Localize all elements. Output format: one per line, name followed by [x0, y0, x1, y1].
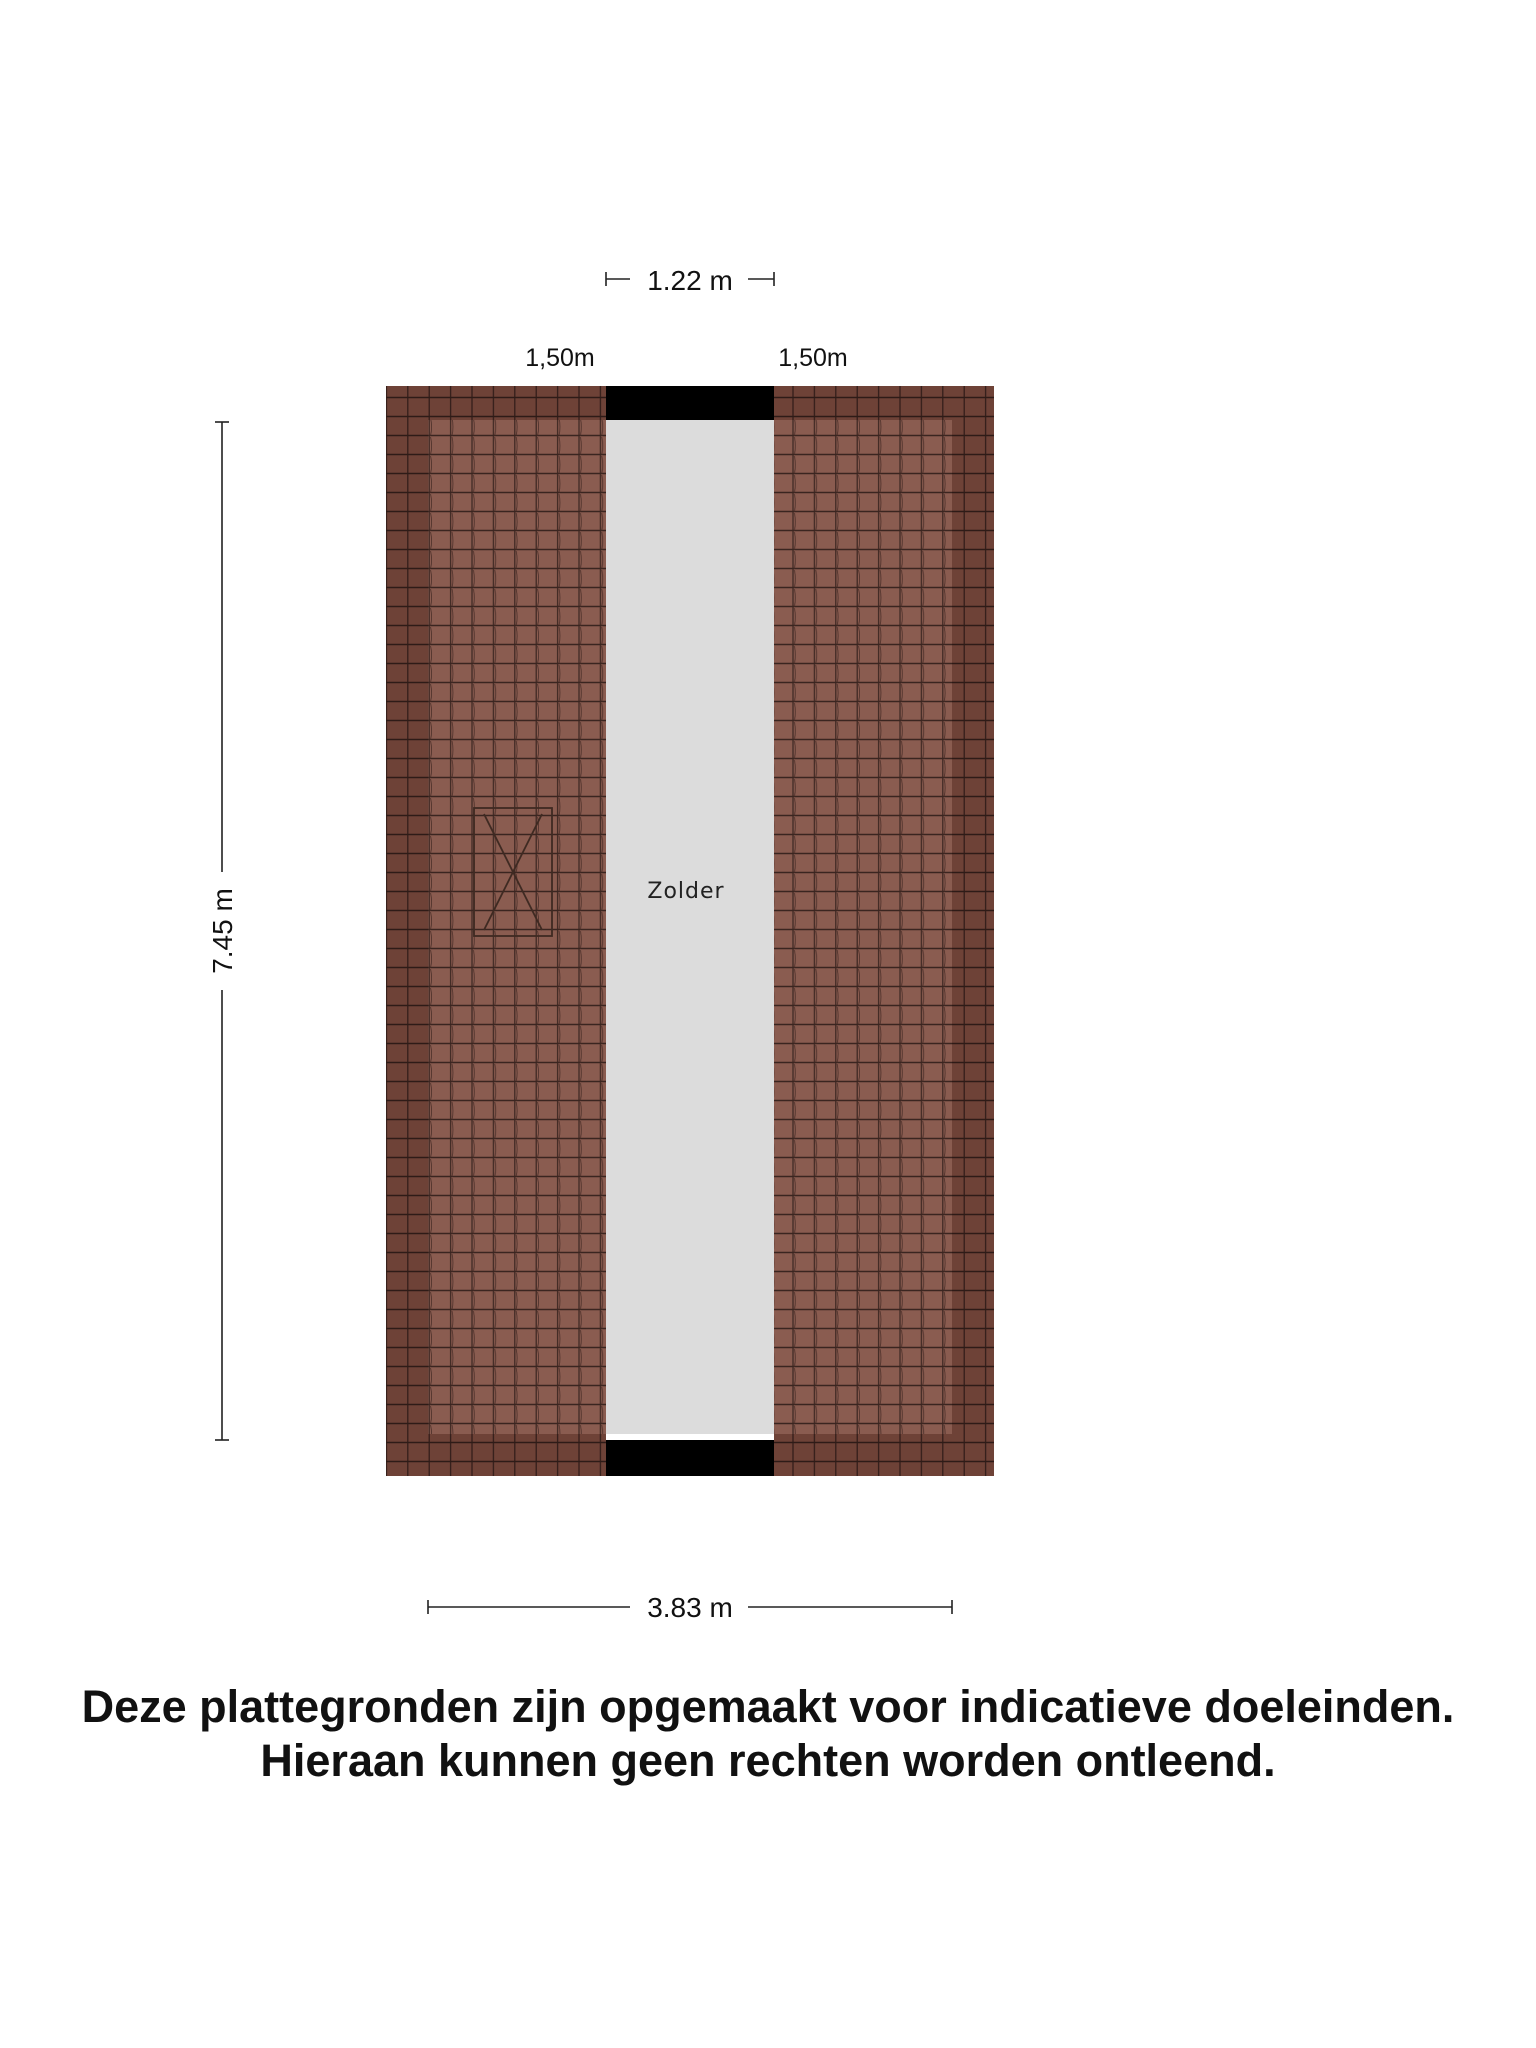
roof-right	[774, 386, 994, 1476]
dimension-height-label: 7.45 m	[207, 888, 238, 974]
dimension-bottom-label: 3.83 m	[647, 1592, 733, 1620]
disclaimer-line-1: Deze plattegronden zijn opgemaakt voor indicatieve doeleinden.	[81, 1681, 1455, 1732]
ridge-bottom	[606, 1440, 774, 1476]
disclaimer-line-2: Hieraan kunnen geen rechten worden ontleend.	[260, 1735, 1276, 1786]
roof-left	[386, 386, 606, 1476]
dimension-top-label: 1.22 m	[647, 265, 733, 296]
room-label: Zolder	[647, 879, 725, 904]
attic-floor	[606, 420, 774, 1434]
disclaimer	[0, 1680, 1536, 1788]
dimension-right-section: 1,50m	[778, 344, 848, 372]
dimension-left-section: 1,50m	[525, 344, 595, 372]
ridge-top	[606, 386, 774, 420]
